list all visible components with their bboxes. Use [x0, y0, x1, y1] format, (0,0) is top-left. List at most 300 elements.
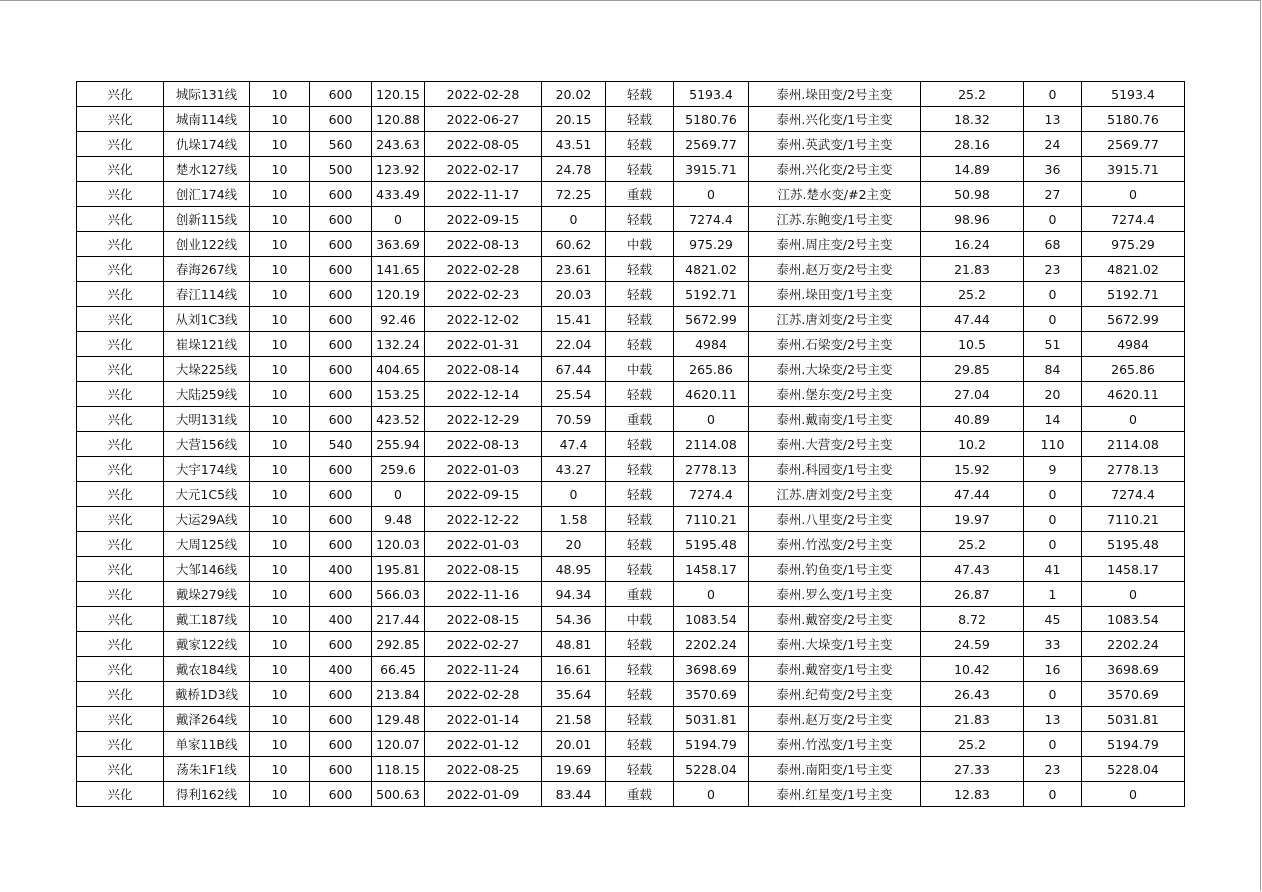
cell-capacity: 600 [310, 482, 372, 507]
cell-region: 兴化 [77, 607, 164, 632]
cell-region: 兴化 [77, 457, 164, 482]
cell-load-status: 轻载 [606, 757, 674, 782]
cell-load-status: 轻载 [606, 657, 674, 682]
cell-available-capacity: 5228.04 [1082, 757, 1185, 782]
cell-line-name: 戴垛279线 [164, 582, 250, 607]
cell-voltage-kv: 10 [250, 432, 310, 457]
cell-load-status: 轻载 [606, 132, 674, 157]
cell-voltage-kv: 10 [250, 632, 310, 657]
cell-available-capacity: 5194.79 [1082, 732, 1185, 757]
cell-margin: 0 [674, 782, 749, 807]
cell-capacity: 600 [310, 707, 372, 732]
cell-region: 兴化 [77, 332, 164, 357]
cell-substation-transformer: 泰州.竹泓变/2号主变 [749, 532, 921, 557]
cell-region: 兴化 [77, 657, 164, 682]
cell-capacity: 600 [310, 357, 372, 382]
cell-line-name: 春海267线 [164, 257, 250, 282]
cell-capacity: 600 [310, 332, 372, 357]
cell-load-status: 轻载 [606, 707, 674, 732]
cell-line-name: 仇垛174线 [164, 132, 250, 157]
cell-voltage-kv: 10 [250, 782, 310, 807]
cell-transformer-load-rate: 18.32 [921, 107, 1024, 132]
cell-line-name: 从刘1C3线 [164, 307, 250, 332]
cell-count: 0 [1024, 207, 1082, 232]
cell-transformer-load-rate: 10.5 [921, 332, 1024, 357]
cell-line-name: 崔垛121线 [164, 332, 250, 357]
cell-transformer-load-rate: 26.43 [921, 682, 1024, 707]
cell-transformer-load-rate: 50.98 [921, 182, 1024, 207]
cell-substation-transformer: 泰州.南阳变/1号主变 [749, 757, 921, 782]
cell-count: 0 [1024, 782, 1082, 807]
cell-margin: 5031.81 [674, 707, 749, 732]
cell-region: 兴化 [77, 382, 164, 407]
cell-region: 兴化 [77, 407, 164, 432]
cell-load-value: 217.44 [372, 607, 425, 632]
cell-voltage-kv: 10 [250, 332, 310, 357]
cell-margin: 0 [674, 182, 749, 207]
cell-load-rate: 54.36 [542, 607, 606, 632]
cell-load-rate: 72.25 [542, 182, 606, 207]
cell-capacity: 400 [310, 657, 372, 682]
cell-available-capacity: 2778.13 [1082, 457, 1185, 482]
cell-line-name: 大邹146线 [164, 557, 250, 582]
cell-date: 2022-11-17 [425, 182, 542, 207]
cell-count: 14 [1024, 407, 1082, 432]
cell-region: 兴化 [77, 257, 164, 282]
cell-load-status: 轻载 [606, 207, 674, 232]
cell-voltage-kv: 10 [250, 457, 310, 482]
cell-transformer-load-rate: 27.33 [921, 757, 1024, 782]
cell-voltage-kv: 10 [250, 382, 310, 407]
cell-substation-transformer: 泰州.科园变/1号主变 [749, 457, 921, 482]
cell-load-rate: 20 [542, 532, 606, 557]
cell-margin: 2569.77 [674, 132, 749, 157]
cell-margin: 4821.02 [674, 257, 749, 282]
cell-line-name: 春江114线 [164, 282, 250, 307]
cell-count: 0 [1024, 282, 1082, 307]
table-row [77, 757, 1185, 782]
cell-line-name: 创业122线 [164, 232, 250, 257]
cell-available-capacity: 1083.54 [1082, 607, 1185, 632]
cell-load-rate: 94.34 [542, 582, 606, 607]
cell-capacity: 600 [310, 582, 372, 607]
cell-available-capacity: 2114.08 [1082, 432, 1185, 457]
cell-count: 13 [1024, 707, 1082, 732]
cell-margin: 5194.79 [674, 732, 749, 757]
table-row [77, 107, 1185, 132]
cell-load-value: 129.48 [372, 707, 425, 732]
cell-region: 兴化 [77, 432, 164, 457]
cell-load-status: 重载 [606, 782, 674, 807]
cell-count: 110 [1024, 432, 1082, 457]
cell-count: 0 [1024, 682, 1082, 707]
table-row [77, 532, 1185, 557]
cell-margin: 5192.71 [674, 282, 749, 307]
cell-margin: 975.29 [674, 232, 749, 257]
cell-capacity: 500 [310, 157, 372, 182]
cell-load-value: 123.92 [372, 157, 425, 182]
cell-count: 45 [1024, 607, 1082, 632]
cell-capacity: 600 [310, 182, 372, 207]
cell-load-value: 292.85 [372, 632, 425, 657]
cell-transformer-load-rate: 47.43 [921, 557, 1024, 582]
cell-transformer-load-rate: 47.44 [921, 307, 1024, 332]
cell-voltage-kv: 10 [250, 307, 310, 332]
table-row [77, 407, 1185, 432]
cell-transformer-load-rate: 21.83 [921, 257, 1024, 282]
cell-transformer-load-rate: 26.87 [921, 582, 1024, 607]
cell-date: 2022-12-29 [425, 407, 542, 432]
cell-substation-transformer: 泰州.兴化变/1号主变 [749, 107, 921, 132]
cell-region: 兴化 [77, 507, 164, 532]
cell-transformer-load-rate: 16.24 [921, 232, 1024, 257]
cell-transformer-load-rate: 40.89 [921, 407, 1024, 432]
cell-date: 2022-08-05 [425, 132, 542, 157]
cell-count: 51 [1024, 332, 1082, 357]
cell-date: 2022-08-13 [425, 432, 542, 457]
cell-date: 2022-08-14 [425, 357, 542, 382]
cell-substation-transformer: 泰州.大营变/2号主变 [749, 432, 921, 457]
cell-margin: 2114.08 [674, 432, 749, 457]
cell-voltage-kv: 10 [250, 482, 310, 507]
cell-margin: 7110.21 [674, 507, 749, 532]
table-row [77, 232, 1185, 257]
cell-load-rate: 22.04 [542, 332, 606, 357]
cell-load-rate: 0 [542, 207, 606, 232]
cell-voltage-kv: 10 [250, 357, 310, 382]
cell-load-value: 132.24 [372, 332, 425, 357]
cell-region: 兴化 [77, 307, 164, 332]
cell-voltage-kv: 10 [250, 182, 310, 207]
table-row [77, 732, 1185, 757]
cell-substation-transformer: 泰州.戴窑变/1号主变 [749, 657, 921, 682]
cell-margin: 4984 [674, 332, 749, 357]
cell-substation-transformer: 江苏.唐刘变/2号主变 [749, 307, 921, 332]
cell-load-status: 轻载 [606, 257, 674, 282]
cell-region: 兴化 [77, 557, 164, 582]
cell-substation-transformer: 泰州.赵万变/2号主变 [749, 707, 921, 732]
cell-substation-transformer: 泰州.罗么变/1号主变 [749, 582, 921, 607]
cell-capacity: 600 [310, 507, 372, 532]
table-row [77, 132, 1185, 157]
cell-capacity: 600 [310, 782, 372, 807]
cell-load-value: 213.84 [372, 682, 425, 707]
cell-line-name: 楚水127线 [164, 157, 250, 182]
cell-load-status: 轻载 [606, 557, 674, 582]
cell-region: 兴化 [77, 532, 164, 557]
cell-count: 24 [1024, 132, 1082, 157]
table-body [77, 82, 1185, 807]
cell-load-status: 轻载 [606, 682, 674, 707]
cell-line-name: 戴工187线 [164, 607, 250, 632]
cell-available-capacity: 975.29 [1082, 232, 1185, 257]
table-row [77, 457, 1185, 482]
cell-transformer-load-rate: 10.42 [921, 657, 1024, 682]
cell-capacity: 600 [310, 282, 372, 307]
cell-available-capacity: 0 [1082, 782, 1185, 807]
cell-margin: 2778.13 [674, 457, 749, 482]
cell-line-name: 戴桥1D3线 [164, 682, 250, 707]
cell-load-value: 118.15 [372, 757, 425, 782]
cell-load-value: 243.63 [372, 132, 425, 157]
cell-count: 0 [1024, 532, 1082, 557]
cell-load-status: 轻载 [606, 432, 674, 457]
cell-voltage-kv: 10 [250, 757, 310, 782]
cell-load-value: 255.94 [372, 432, 425, 457]
table-row [77, 782, 1185, 807]
cell-load-rate: 23.61 [542, 257, 606, 282]
table-row [77, 557, 1185, 582]
cell-load-rate: 20.03 [542, 282, 606, 307]
cell-date: 2022-08-25 [425, 757, 542, 782]
cell-region: 兴化 [77, 357, 164, 382]
cell-load-rate: 15.41 [542, 307, 606, 332]
cell-load-value: 120.03 [372, 532, 425, 557]
cell-capacity: 600 [310, 207, 372, 232]
cell-margin: 1458.17 [674, 557, 749, 582]
cell-voltage-kv: 10 [250, 507, 310, 532]
cell-date: 2022-12-14 [425, 382, 542, 407]
cell-substation-transformer: 江苏.东鲍变/1号主变 [749, 207, 921, 232]
cell-line-name: 大陆259线 [164, 382, 250, 407]
cell-voltage-kv: 10 [250, 257, 310, 282]
cell-load-value: 120.07 [372, 732, 425, 757]
cell-load-rate: 83.44 [542, 782, 606, 807]
cell-load-status: 重载 [606, 582, 674, 607]
cell-available-capacity: 7274.4 [1082, 207, 1185, 232]
cell-voltage-kv: 10 [250, 282, 310, 307]
cell-date: 2022-02-23 [425, 282, 542, 307]
cell-margin: 5193.4 [674, 82, 749, 107]
cell-date: 2022-11-24 [425, 657, 542, 682]
cell-load-rate: 67.44 [542, 357, 606, 382]
cell-load-value: 0 [372, 207, 425, 232]
cell-transformer-load-rate: 25.2 [921, 732, 1024, 757]
cell-margin: 4620.11 [674, 382, 749, 407]
cell-substation-transformer: 泰州.大垛变/1号主变 [749, 632, 921, 657]
cell-voltage-kv: 10 [250, 82, 310, 107]
cell-voltage-kv: 10 [250, 732, 310, 757]
cell-substation-transformer: 泰州.竹泓变/1号主变 [749, 732, 921, 757]
cell-capacity: 600 [310, 382, 372, 407]
cell-count: 0 [1024, 732, 1082, 757]
cell-count: 13 [1024, 107, 1082, 132]
cell-load-rate: 1.58 [542, 507, 606, 532]
cell-count: 0 [1024, 307, 1082, 332]
cell-capacity: 600 [310, 232, 372, 257]
cell-transformer-load-rate: 21.83 [921, 707, 1024, 732]
table-row [77, 307, 1185, 332]
cell-capacity: 400 [310, 557, 372, 582]
cell-transformer-load-rate: 10.2 [921, 432, 1024, 457]
cell-load-value: 92.46 [372, 307, 425, 332]
cell-available-capacity: 7110.21 [1082, 507, 1185, 532]
cell-capacity: 600 [310, 307, 372, 332]
cell-count: 41 [1024, 557, 1082, 582]
cell-available-capacity: 5031.81 [1082, 707, 1185, 732]
cell-region: 兴化 [77, 282, 164, 307]
cell-available-capacity: 0 [1082, 182, 1185, 207]
cell-available-capacity: 3915.71 [1082, 157, 1185, 182]
cell-load-status: 重载 [606, 407, 674, 432]
cell-voltage-kv: 10 [250, 132, 310, 157]
cell-date: 2022-01-03 [425, 532, 542, 557]
cell-available-capacity: 5193.4 [1082, 82, 1185, 107]
cell-load-status: 轻载 [606, 382, 674, 407]
cell-transformer-load-rate: 14.89 [921, 157, 1024, 182]
cell-region: 兴化 [77, 82, 164, 107]
cell-load-value: 153.25 [372, 382, 425, 407]
cell-transformer-load-rate: 24.59 [921, 632, 1024, 657]
cell-substation-transformer: 泰州.八里变/2号主变 [749, 507, 921, 532]
cell-date: 2022-01-09 [425, 782, 542, 807]
cell-line-name: 大运29A线 [164, 507, 250, 532]
cell-region: 兴化 [77, 757, 164, 782]
cell-load-value: 259.6 [372, 457, 425, 482]
cell-region: 兴化 [77, 107, 164, 132]
cell-capacity: 600 [310, 457, 372, 482]
cell-capacity: 600 [310, 757, 372, 782]
cell-load-status: 轻载 [606, 457, 674, 482]
cell-voltage-kv: 10 [250, 207, 310, 232]
table-row [77, 607, 1185, 632]
cell-load-value: 566.03 [372, 582, 425, 607]
cell-load-rate: 47.4 [542, 432, 606, 457]
cell-date: 2022-01-03 [425, 457, 542, 482]
cell-substation-transformer: 泰州.戴窑变/2号主变 [749, 607, 921, 632]
cell-transformer-load-rate: 19.97 [921, 507, 1024, 532]
table-row [77, 707, 1185, 732]
cell-available-capacity: 5192.71 [1082, 282, 1185, 307]
cell-region: 兴化 [77, 682, 164, 707]
cell-count: 23 [1024, 257, 1082, 282]
cell-load-rate: 20.15 [542, 107, 606, 132]
cell-region: 兴化 [77, 132, 164, 157]
cell-line-name: 城南114线 [164, 107, 250, 132]
cell-capacity: 600 [310, 257, 372, 282]
cell-line-name: 创新115线 [164, 207, 250, 232]
cell-transformer-load-rate: 8.72 [921, 607, 1024, 632]
cell-substation-transformer: 泰州.钓鱼变/1号主变 [749, 557, 921, 582]
cell-date: 2022-02-27 [425, 632, 542, 657]
cell-region: 兴化 [77, 632, 164, 657]
cell-load-rate: 20.01 [542, 732, 606, 757]
cell-capacity: 600 [310, 532, 372, 557]
cell-substation-transformer: 泰州.堡东变/2号主变 [749, 382, 921, 407]
cell-count: 9 [1024, 457, 1082, 482]
cell-transformer-load-rate: 28.16 [921, 132, 1024, 157]
cell-capacity: 600 [310, 632, 372, 657]
cell-margin: 5180.76 [674, 107, 749, 132]
cell-load-value: 120.15 [372, 82, 425, 107]
table-row [77, 157, 1185, 182]
cell-voltage-kv: 10 [250, 532, 310, 557]
cell-margin: 5672.99 [674, 307, 749, 332]
cell-margin: 3698.69 [674, 657, 749, 682]
cell-date: 2022-09-15 [425, 207, 542, 232]
cell-line-name: 大元1C5线 [164, 482, 250, 507]
cell-line-name: 城际131线 [164, 82, 250, 107]
table-row [77, 357, 1185, 382]
cell-margin: 2202.24 [674, 632, 749, 657]
cell-available-capacity: 3698.69 [1082, 657, 1185, 682]
cell-load-rate: 43.51 [542, 132, 606, 157]
cell-margin: 0 [674, 582, 749, 607]
cell-load-rate: 60.62 [542, 232, 606, 257]
table-row [77, 507, 1185, 532]
cell-substation-transformer: 泰州.大垛变/2号主变 [749, 357, 921, 382]
cell-region: 兴化 [77, 482, 164, 507]
cell-available-capacity: 4620.11 [1082, 382, 1185, 407]
cell-available-capacity: 2569.77 [1082, 132, 1185, 157]
cell-load-status: 轻载 [606, 282, 674, 307]
cell-load-value: 423.52 [372, 407, 425, 432]
cell-margin: 3915.71 [674, 157, 749, 182]
cell-line-name: 单家11B线 [164, 732, 250, 757]
cell-count: 20 [1024, 382, 1082, 407]
cell-load-status: 中载 [606, 232, 674, 257]
cell-capacity: 540 [310, 432, 372, 457]
cell-available-capacity: 7274.4 [1082, 482, 1185, 507]
cell-voltage-kv: 10 [250, 157, 310, 182]
cell-date: 2022-02-17 [425, 157, 542, 182]
cell-transformer-load-rate: 47.44 [921, 482, 1024, 507]
cell-transformer-load-rate: 98.96 [921, 207, 1024, 232]
cell-line-name: 戴家122线 [164, 632, 250, 657]
cell-load-value: 0 [372, 482, 425, 507]
cell-load-status: 中载 [606, 357, 674, 382]
cell-substation-transformer: 江苏.唐刘变/2号主变 [749, 482, 921, 507]
cell-capacity: 600 [310, 407, 372, 432]
cell-line-name: 荡朱1F1线 [164, 757, 250, 782]
cell-line-name: 大宇174线 [164, 457, 250, 482]
cell-date: 2022-12-02 [425, 307, 542, 332]
cell-date: 2022-08-13 [425, 232, 542, 257]
cell-date: 2022-02-28 [425, 257, 542, 282]
cell-load-rate: 19.69 [542, 757, 606, 782]
cell-margin: 0 [674, 407, 749, 432]
cell-substation-transformer: 泰州.垛田变/2号主变 [749, 82, 921, 107]
cell-load-rate: 24.78 [542, 157, 606, 182]
cell-region: 兴化 [77, 157, 164, 182]
cell-line-name: 戴农184线 [164, 657, 250, 682]
cell-region: 兴化 [77, 582, 164, 607]
table-row [77, 382, 1185, 407]
cell-region: 兴化 [77, 232, 164, 257]
cell-transformer-load-rate: 27.04 [921, 382, 1024, 407]
cell-substation-transformer: 泰州.石梁变/2号主变 [749, 332, 921, 357]
cell-load-rate: 20.02 [542, 82, 606, 107]
cell-load-value: 120.88 [372, 107, 425, 132]
cell-voltage-kv: 10 [250, 107, 310, 132]
cell-load-status: 轻载 [606, 632, 674, 657]
cell-transformer-load-rate: 25.2 [921, 282, 1024, 307]
cell-available-capacity: 5672.99 [1082, 307, 1185, 332]
cell-line-name: 大明131线 [164, 407, 250, 432]
cell-count: 0 [1024, 507, 1082, 532]
cell-line-name: 大周125线 [164, 532, 250, 557]
cell-substation-transformer: 泰州.赵万变/2号主变 [749, 257, 921, 282]
cell-available-capacity: 265.86 [1082, 357, 1185, 382]
cell-available-capacity: 1458.17 [1082, 557, 1185, 582]
cell-load-value: 500.63 [372, 782, 425, 807]
cell-substation-transformer: 江苏.楚水变/#2主变 [749, 182, 921, 207]
cell-load-status: 轻载 [606, 157, 674, 182]
cell-date: 2022-02-28 [425, 682, 542, 707]
cell-load-value: 433.49 [372, 182, 425, 207]
cell-region: 兴化 [77, 707, 164, 732]
cell-available-capacity: 4821.02 [1082, 257, 1185, 282]
